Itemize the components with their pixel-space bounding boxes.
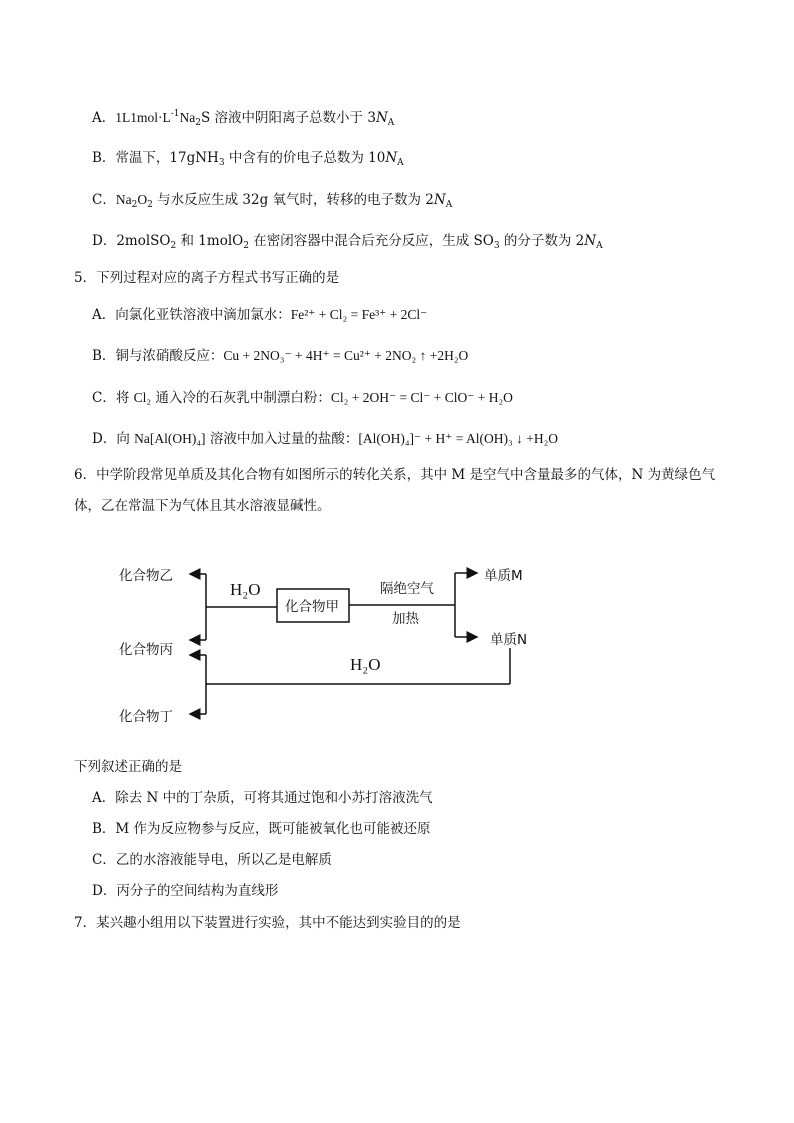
q4-b-post: 中含有的价电子总数为 10 (224, 150, 386, 166)
q4-d-mid: 和 1molO (176, 233, 244, 249)
q4-c-n: N (433, 192, 446, 208)
q5-d-text1: 向 (116, 431, 135, 447)
q4-b-na: A (397, 158, 404, 168)
q4-d-mid2: 在密闭容器中混合后充分反应，生成 SO (248, 233, 494, 249)
q6-stem-line1: 6．中学阶段常见单质及其化合物有如图所示的转化关系，其中 M 是空气中含量最多的气体，N 为黄绿色气 (74, 467, 716, 483)
q5-c-text2: 通入冷的石灰乳中制漂白粉： (151, 390, 331, 406)
q5-a-equation: Fe²⁺ + Cl₂ = Fe³⁺ + 2Cl⁻ (290, 307, 428, 322)
q4-a-n: N (375, 110, 388, 126)
q4-c-sub2: 2 (147, 200, 153, 210)
q5-b-text: 铜与浓硝酸反应： (115, 348, 224, 364)
label-n: 单质N (490, 632, 528, 648)
q4-b-pre: 常温下，17gNH (115, 150, 219, 166)
option-letter: D． (92, 431, 117, 447)
q4-c-post: 与水反应生成 32g 氧气时，转移的电子数为 2 (152, 192, 434, 208)
q4-d-sub3: 3 (493, 241, 500, 251)
q5-d-salt: Na[Al(OH)₄] (134, 431, 206, 446)
option-letter: A． (92, 110, 116, 126)
q6-option-c: C．乙的水溶液能导电，所以乙是电解质 (92, 852, 332, 868)
label-cond-heat: 加热 (392, 611, 419, 627)
q5-c-text1: 将 (115, 390, 134, 406)
q5-a-text: 向氯化亚铁溶液中滴加氯水： (115, 307, 291, 323)
q4-d-n: N (584, 233, 597, 249)
option-letter: D． (92, 233, 117, 249)
q5-d-text2: 溶液中加入过量的盐酸： (205, 431, 359, 447)
q6-prompt: 下列叙述正确的是 (74, 759, 182, 775)
q5-stem: 5．下列过程对应的离子方程式书写正确的是 (74, 270, 340, 286)
option-letter: B． (92, 150, 116, 166)
label-h2o-top: H₂O (230, 580, 261, 599)
q5-b-equation: Cu + 2NO₃⁻ + 4H⁺ = Cu²⁺ + 2NO₂ ↑ +2H₂O (223, 348, 469, 363)
q5-d-equation: [Al(OH)₄]⁻ + H⁺ = Al(OH)₃ ↓ +H₂O (358, 431, 559, 446)
q4-a-sup: -1 (170, 109, 180, 119)
q4-d-sub1: 2 (170, 241, 177, 251)
q6-option-a: A．除去 N 中的丁杂质，可将其通过饱和小苏打溶液洗气 (92, 790, 433, 806)
q6-option-d: D．丙分子的空间结构为直线形 (92, 883, 279, 899)
label-jia: 化合物甲 (285, 599, 339, 615)
label-yi: 化合物乙 (119, 568, 173, 584)
q4-a-na: A (387, 118, 395, 128)
q4-d-post: 的分子数为 2 (499, 233, 585, 249)
label-m: 单质M (484, 568, 523, 584)
q4-c-pre: Na (115, 192, 132, 207)
q7-stem: 7．某兴趣小组用以下装置进行实验，其中不能达到实验目的的是 (74, 915, 461, 931)
q4-b-sub: 3 (218, 158, 225, 168)
q4-a-post: S 溶液中阴阳离子总数小于 3 (201, 110, 376, 126)
q4-c-na: A (445, 200, 453, 210)
q4-d-sub2: 2 (243, 241, 249, 251)
q4-a-pre: 1L1mol·L (115, 110, 171, 125)
label-h2o-bottom: H₂O (350, 655, 381, 674)
label-bing: 化合物丙 (119, 642, 173, 658)
q4-b-n: N (385, 150, 398, 166)
q5-c-equation: Cl₂ + 2OH⁻ = Cl⁻ + ClO⁻ + H₂O (330, 390, 513, 405)
q4-c-mid: O (137, 192, 148, 207)
q4-c-sub1: 2 (131, 200, 138, 210)
label-cond-isolate-air: 隔绝空气 (380, 581, 434, 597)
option-letter: A． (92, 307, 116, 323)
option-letter: C． (92, 192, 116, 208)
option-letter: B． (92, 348, 116, 364)
label-ding: 化合物丁 (119, 709, 173, 725)
q4-a-sub: 2 (195, 118, 202, 128)
q4-a-mid: Na (179, 110, 196, 125)
q4-d-pre: 2molSO (116, 233, 171, 249)
q6-option-b: B．M 作为反应物参与反应，既可能被氧化也可能被还原 (92, 821, 431, 837)
q4-d-na: A (596, 241, 603, 251)
q6-stem-line2: 体，乙在常温下为气体且其水溶液显碱性。 (74, 498, 331, 514)
option-letter: C． (92, 390, 116, 406)
q5-c-cl2: Cl₂ (133, 390, 152, 405)
